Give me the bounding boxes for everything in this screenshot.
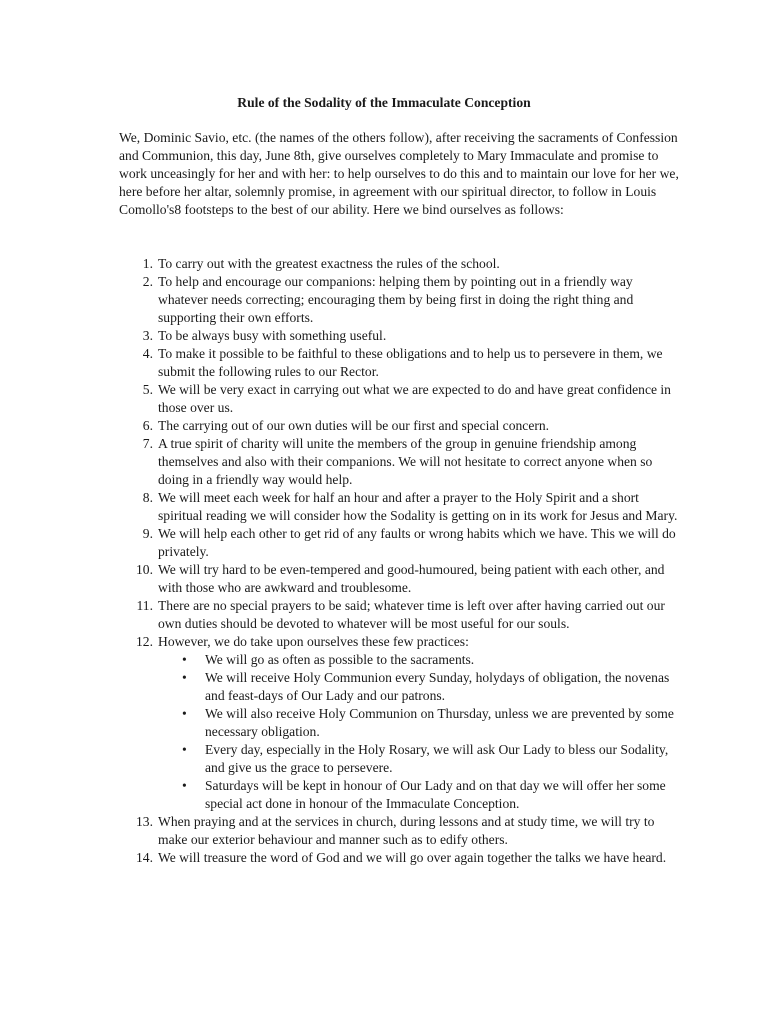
rule-text: We will meet each week for half an hour and after a prayer to the Holy Spirit and a short spiritual reading we will consider how the Sodality is getting on in its work for Jesus and Mary. xyxy=(158,490,678,523)
practice-text: We will go as often as possible to the sacraments. xyxy=(205,652,475,667)
rule-item xyxy=(119,561,679,597)
rule-text: We will treasure the word of God and we will go over again together the talks we have heard. xyxy=(158,850,667,865)
rule-number: 7. xyxy=(142,436,153,451)
bullet-icon: • xyxy=(182,670,187,685)
practice-text: Every day, especially in the Holy Rosary, we will ask Our Lady to bless our Sodality, and give us the grace to persevere. xyxy=(205,742,669,775)
practice-item xyxy=(158,741,679,777)
rule-item xyxy=(119,273,679,327)
rule-number: 5. xyxy=(142,382,153,397)
rule-item xyxy=(119,597,679,633)
rule-text: We will be very exact in carrying out what we are expected to do and have great confidence in those over us. xyxy=(158,382,671,415)
bullet-icon: • xyxy=(182,742,187,757)
practice-item xyxy=(158,669,679,705)
bullet-icon: • xyxy=(182,652,187,667)
rule-item xyxy=(119,849,679,867)
rule-text: To be always busy with something useful. xyxy=(158,328,387,343)
rule-item xyxy=(119,327,679,345)
rule-text: To help and encourage our companions: helping them by pointing out in a friendly way whatever needs correcting; encouraging them by being first in doing the right thing and supporting their own efforts. xyxy=(158,274,634,325)
rule-item xyxy=(119,525,679,561)
practice-text: We will also receive Holy Communion on Thursday, unless we are prevented by some necessary obligation. xyxy=(205,706,674,739)
rule-number: 11. xyxy=(136,598,153,613)
rule-item xyxy=(119,255,679,273)
practices-list xyxy=(158,651,679,813)
rule-item xyxy=(119,435,679,489)
rule-number: 6. xyxy=(142,418,153,433)
practice-item xyxy=(158,651,679,669)
bullet-icon: • xyxy=(182,706,187,721)
rule-text: There are no special prayers to be said; whatever time is left over after having carried out our own duties should be devoted to whatever will be most useful for our souls. xyxy=(158,598,665,631)
rule-number: 2. xyxy=(142,274,153,289)
rule-text: The carrying out of our own duties will be our first and special concern. xyxy=(158,418,550,433)
document-title: Rule of the Sodality of the Immaculate Conception xyxy=(237,95,531,110)
rule-text: A true spirit of charity will unite the members of the group in genuine friendship among themselves and also with their companions. We will not hesitate to correct anyone when so doing in a friendly way would help. xyxy=(158,436,653,487)
rule-item xyxy=(119,417,679,435)
rule-item xyxy=(119,633,679,813)
rule-text: When praying and at the services in church, during lessons and at study time, we will try to make our exterior behaviour and manner such as to edify others. xyxy=(158,814,655,847)
rule-text: To make it possible to be faithful to these obligations and to help us to persevere in them, we submit the following rules to our Rector. xyxy=(158,346,663,379)
rule-number: 1. xyxy=(142,256,153,271)
rule-number: 14. xyxy=(136,850,153,865)
rules-list xyxy=(119,255,679,867)
rule-number: 12. xyxy=(136,634,153,649)
practice-text: We will receive Holy Communion every Sunday, holydays of obligation, the novenas and feast-days of Our Lady and our patrons. xyxy=(205,670,670,703)
rule-text: To carry out with the greatest exactness the rules of the school. xyxy=(158,256,500,271)
rule-number: 10. xyxy=(136,562,153,577)
rule-number: 13. xyxy=(136,814,153,829)
rule-item xyxy=(119,345,679,381)
practice-item xyxy=(158,777,679,813)
bullet-icon: • xyxy=(182,778,187,793)
practice-item xyxy=(158,705,679,741)
rule-number: 8. xyxy=(142,490,153,505)
practice-text: Saturdays will be kept in honour of Our Lady and on that day we will offer her some special act done in honour of the Immaculate Conception. xyxy=(205,778,666,811)
rule-text: We will try hard to be even-tempered and good-humoured, being patient with each other, and with those who are awkward and troublesome. xyxy=(158,562,665,595)
rule-number: 9. xyxy=(142,526,153,541)
rule-number: 3. xyxy=(142,328,153,343)
rule-item xyxy=(119,813,679,849)
rule-number: 4. xyxy=(142,346,153,361)
intro-paragraph: We, Dominic Savio, etc. (the names of the others follow), after receiving the sacraments of Confession and Communion, this day, June 8th, give ourselves completely to Mary Immaculate and promise to work unceasingly for her and with her: to help ourselves to do this and to maintain our love for her we, here before her altar, solemnly promise, in agreement with our spiritual director, to follow in Louis Comollo's8 footsteps to the best of our ability. Here we bind ourselves as follows: xyxy=(119,130,679,217)
rule-text: We will help each other to get rid of any faults or wrong habits which we have. This we will do privately. xyxy=(158,526,676,559)
rule-text: However, we do take upon ourselves these few practices: xyxy=(158,634,469,649)
rule-item xyxy=(119,489,679,525)
rule-item xyxy=(119,381,679,417)
